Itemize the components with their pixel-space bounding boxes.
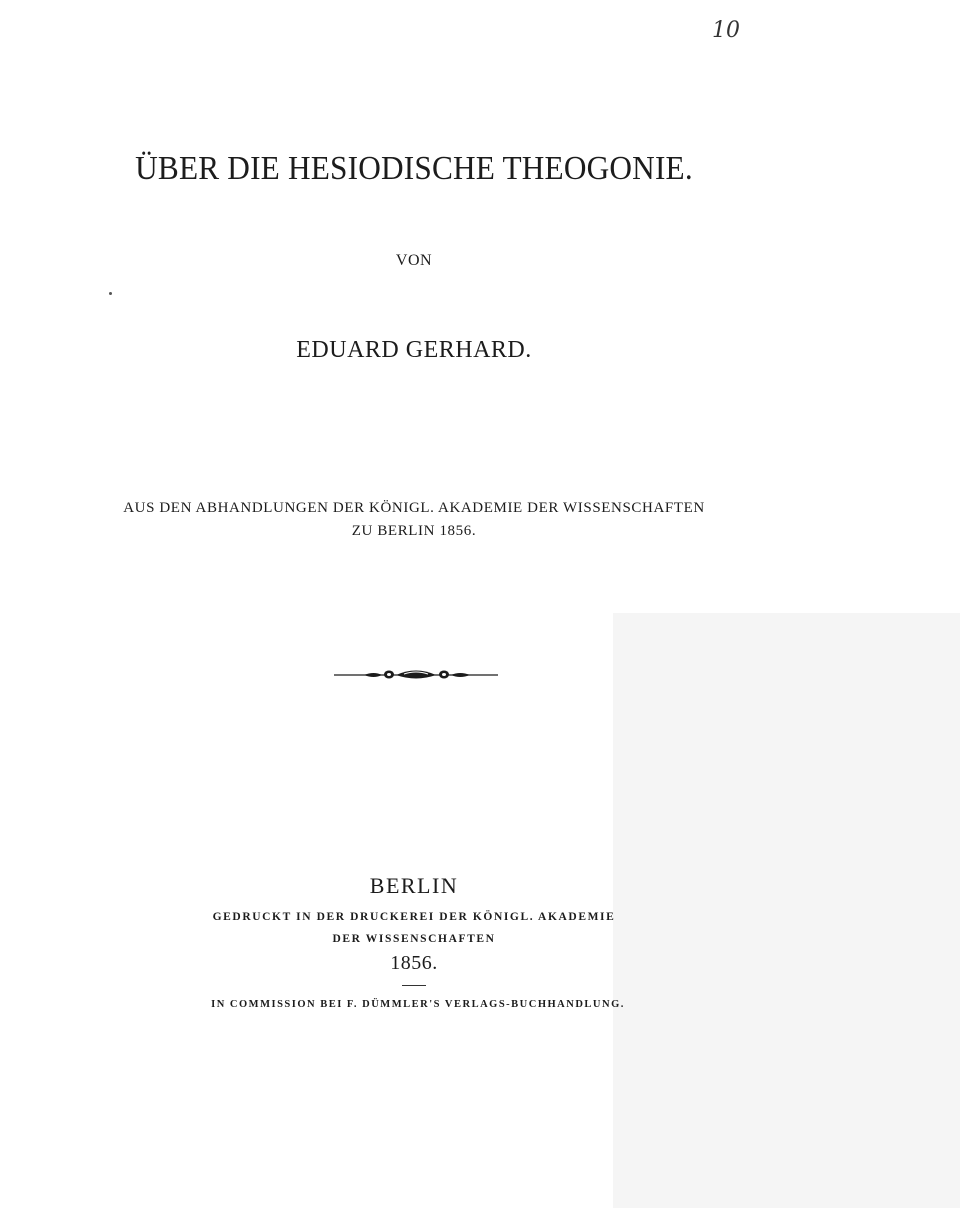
short-divider-rule	[402, 985, 426, 986]
commission-line: IN COMMISSION BEI F. DÜMMLER'S VERLAGS-BUCHHANDLUNG.	[211, 999, 625, 1010]
imprint-printer-line-1: GEDRUCKT IN DER DRUCKEREI DER KÖNIGL. AKADEMIE	[212, 911, 616, 923]
imprint-printer-line-2: DER WISSENSCHAFTEN	[332, 933, 496, 945]
source-line-1: AUS DEN ABHANDLUNGEN DER KÖNIGL. AKADEMIE DER WISSENSCHAFTEN	[123, 500, 705, 516]
decorative-rule-ornament-icon	[334, 665, 498, 683]
handwritten-page-number: 10	[712, 18, 740, 43]
book-title: ÜBER DIE HESIODISCHE THEOGONIE.	[135, 150, 693, 187]
byline: VON	[395, 252, 433, 269]
imprint-year: 1856.	[390, 952, 438, 974]
scan-speck	[109, 292, 112, 295]
author-name: EDUARD GERHARD.	[296, 337, 532, 363]
source-line-2: ZU BERLIN 1856.	[351, 523, 477, 539]
imprint-city: BERLIN	[369, 873, 459, 898]
